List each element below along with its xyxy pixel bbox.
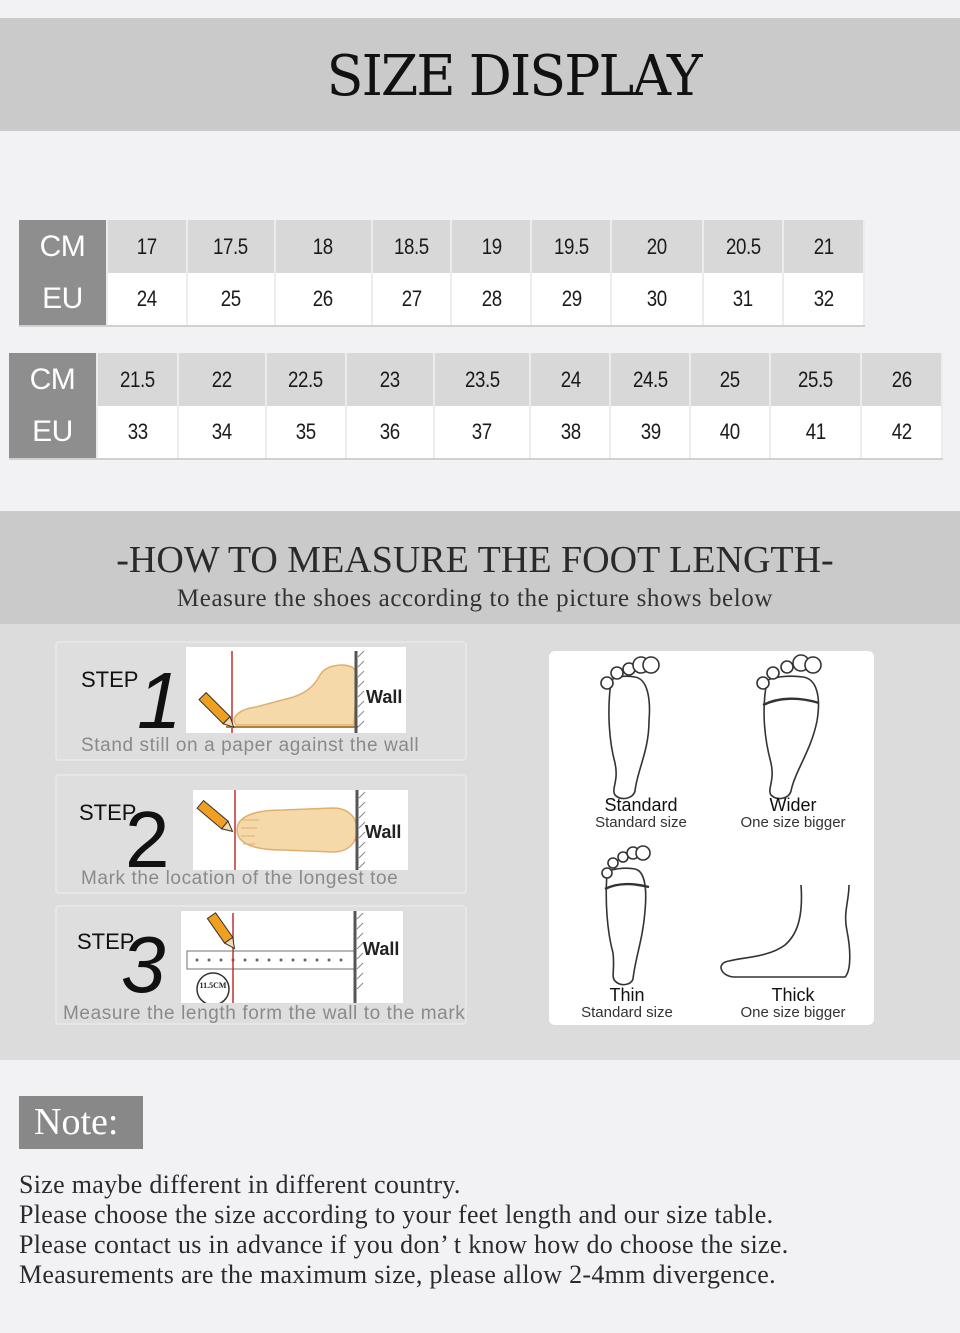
thin-label — [575, 986, 679, 1020]
wall-label: Wall — [366, 687, 403, 707]
wall-label: Wall — [365, 822, 402, 842]
pencil-icon — [197, 801, 236, 836]
pencil-icon — [207, 913, 238, 952]
eu-cell: 42 — [861, 406, 942, 459]
eu-cell: 25 — [187, 273, 275, 326]
cm-cell: 26 — [861, 353, 942, 406]
foot-type-advice: Standard size — [581, 1004, 673, 1021]
eu-row-header: EU — [19, 273, 107, 326]
cm-cell: 24.5 — [610, 353, 690, 406]
note-text — [19, 1170, 949, 1290]
thick-foot-icon — [721, 885, 850, 977]
eu-cell: 34 — [178, 406, 266, 459]
eu-cell: 35 — [266, 406, 346, 459]
foot-type-name: Wider — [769, 795, 817, 815]
thick-label — [733, 986, 853, 1020]
step-2-illustration — [193, 790, 408, 870]
eu-cell: 28 — [451, 273, 531, 326]
eu-row — [9, 406, 942, 459]
cm-cell: 22 — [178, 353, 266, 406]
cm-row-header: CM — [19, 220, 107, 273]
eu-cell: 40 — [690, 406, 770, 459]
step-card-3 — [55, 905, 467, 1025]
foot-type-name: Thin — [609, 985, 645, 1005]
eu-cell: 29 — [531, 273, 611, 326]
eu-cell: 31 — [703, 273, 783, 326]
cm-row — [19, 220, 864, 273]
note-badge: Note: — [19, 1096, 143, 1149]
foot-type-advice: One size bigger — [740, 814, 846, 831]
eu-row — [19, 273, 864, 326]
cm-cell: 23.5 — [434, 353, 531, 406]
step-card-2 — [55, 774, 467, 894]
step-number: 2 — [125, 795, 170, 884]
step-number: 1 — [137, 656, 182, 745]
standard-label — [591, 796, 691, 830]
thin-foot-icon — [602, 846, 650, 985]
step-1-illustration — [186, 647, 406, 733]
cm-cell: 21.5 — [97, 353, 178, 406]
step-caption: Stand still on a paper against the wall — [81, 735, 420, 756]
size-table-2 — [9, 353, 943, 460]
eu-cell: 38 — [530, 406, 610, 459]
cm-cell: 18.5 — [372, 220, 452, 273]
eu-cell: 30 — [611, 273, 703, 326]
note-line: Please contact us in advance if you don’ t know how do choose the size. — [19, 1230, 789, 1259]
foot-type-name: Standard — [604, 795, 678, 815]
eu-cell: 39 — [610, 406, 690, 459]
cm-row-header: CM — [9, 353, 97, 406]
eu-cell: 26 — [275, 273, 372, 326]
foot-type-advice: One size bigger — [740, 1004, 846, 1021]
foot-icon — [237, 808, 357, 852]
wall-label: Wall — [363, 939, 400, 959]
cm-cell: 17 — [107, 220, 187, 273]
measure-title: -HOW TO MEASURE THE FOOT LENGTH- — [116, 539, 834, 581]
cm-cell: 25 — [690, 353, 770, 406]
standard-foot-icon — [601, 657, 659, 798]
foot-type-name: Thick — [771, 985, 815, 1005]
foot-icon — [234, 665, 357, 725]
cm-cell: 21 — [783, 220, 864, 273]
cm-cell: 25.5 — [770, 353, 861, 406]
eu-cell: 41 — [770, 406, 861, 459]
cm-cell: 18 — [275, 220, 372, 273]
cm-cell: 19 — [451, 220, 531, 273]
eu-cell: 33 — [97, 406, 178, 459]
step-caption: Measure the length form the wall to the mark — [63, 1003, 466, 1024]
wider-foot-icon — [757, 655, 821, 798]
step-card-1 — [55, 641, 467, 761]
step-label: STEP — [81, 667, 139, 692]
cm-cell: 19.5 — [531, 220, 611, 273]
step-label: STEP — [79, 800, 137, 825]
cm-cell: 23 — [346, 353, 434, 406]
page-title: SIZE DISPLAY — [326, 44, 701, 109]
step-3-illustration — [181, 911, 403, 1003]
cm-row — [9, 353, 942, 406]
cm-cell: 20.5 — [703, 220, 783, 273]
cm-cell: 20 — [611, 220, 703, 273]
eu-cell: 32 — [783, 273, 864, 326]
eu-cell: 37 — [434, 406, 531, 459]
note-line: Please choose the size according to your feet length and our size table. — [19, 1200, 774, 1229]
foot-type-panel — [549, 651, 874, 1025]
eu-cell: 27 — [372, 273, 452, 326]
size-table-1 — [19, 220, 865, 327]
cm-cell: 17.5 — [187, 220, 275, 273]
foot-type-advice: Standard size — [595, 814, 687, 831]
eu-cell: 36 — [346, 406, 434, 459]
cm-cell: 22.5 — [266, 353, 346, 406]
eu-cell: 24 — [107, 273, 187, 326]
measure-subtitle: Measure the shoes according to the picture shows below — [176, 585, 774, 612]
wider-label — [733, 796, 853, 830]
note-line: Measurements are the maximum size, please allow 2-4mm divergence. — [19, 1260, 776, 1289]
note-line: Size maybe different in different country. — [19, 1170, 461, 1199]
step-caption: Mark the location of the longest toe — [81, 868, 399, 889]
cm-cell: 24 — [530, 353, 610, 406]
measurement-stamp: 11.5CM — [199, 981, 227, 990]
step-number: 3 — [121, 920, 166, 1009]
step-label: STEP — [77, 929, 135, 954]
eu-row-header: EU — [9, 406, 97, 459]
